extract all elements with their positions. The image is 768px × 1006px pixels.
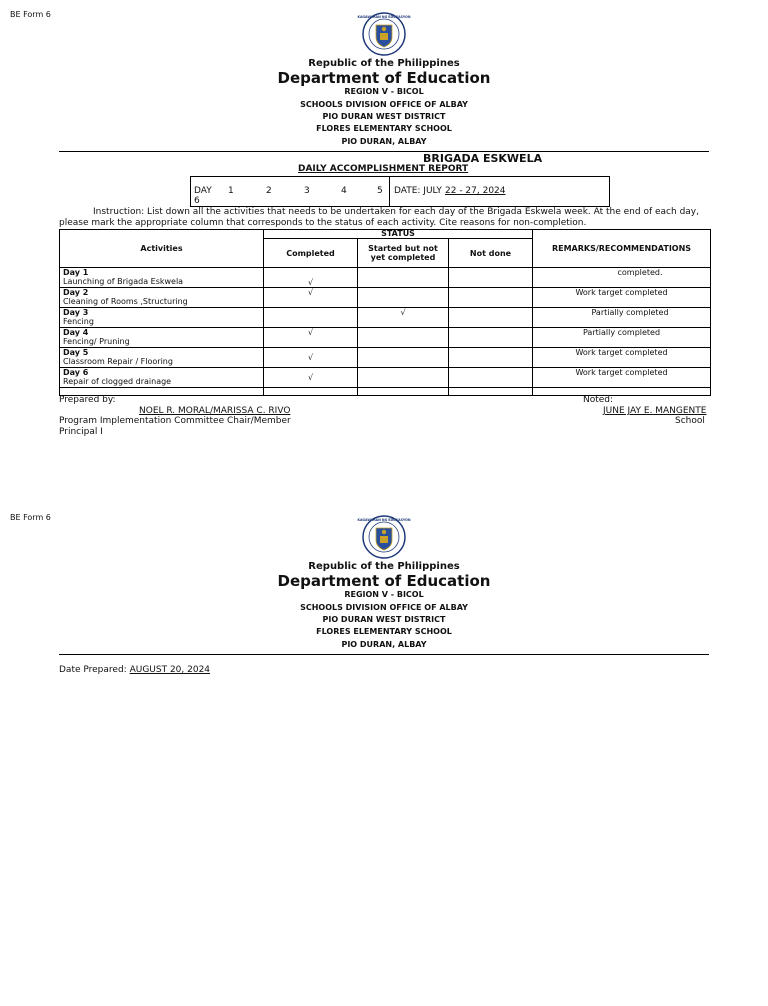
table-row <box>60 268 711 288</box>
not-done-cell <box>449 328 533 348</box>
header-divider <box>59 151 709 152</box>
date-value: 22 - 27, 2024 <box>445 186 506 196</box>
day-name: Day 5 <box>63 348 89 357</box>
noted-name: JUNE JAY E. MANGENTE <box>603 406 707 416</box>
division-line: SCHOOLS DIVISION OFFICE OF ALBAY <box>300 100 468 109</box>
completed-cell: √ <box>264 288 358 308</box>
prepared-label: Prepared by: <box>59 395 116 405</box>
day-label: DAY <box>194 186 212 196</box>
day-name: Day 2 <box>63 288 89 297</box>
not-done-cell <box>449 268 533 288</box>
started-cell <box>358 368 449 388</box>
remarks-header: REMARKS/RECOMMENDATIONS <box>533 230 711 268</box>
prepared-name: NOEL R. MORAL/MARISSA C. RIVO <box>139 406 291 416</box>
remarks-cell: Work target completed <box>533 348 711 368</box>
not-done-cell <box>449 308 533 328</box>
division-line: SCHOOLS DIVISION OFFICE OF ALBAY <box>300 603 468 612</box>
report-title: BRIGADA ESKWELA <box>423 152 543 165</box>
deped-seal-logo <box>357 515 411 559</box>
form-label: BE Form 6 <box>10 513 51 522</box>
started-cell <box>358 268 449 288</box>
day-number: 5 <box>377 186 383 196</box>
activity-text: Fencing <box>63 317 94 326</box>
table-row <box>60 368 711 388</box>
day-date-box <box>190 176 610 207</box>
school-line: FLORES ELEMENTARY SCHOOL <box>316 627 452 636</box>
activity-text: Classroom Repair / Flooring <box>63 357 173 366</box>
not-done-header: Not done <box>449 239 533 268</box>
date-prepared-label: Date Prepared: <box>59 665 127 675</box>
activity-text: Repair of clogged drainage <box>63 377 172 386</box>
region-line: REGION V - BICOL <box>344 87 424 96</box>
prepared-title: Program Implementation Committee Chair/Member <box>59 416 291 426</box>
remarks-cell: Work target completed <box>533 288 711 308</box>
activity-text: Cleaning of Rooms ,Structuring <box>63 297 188 306</box>
completed-cell: √ <box>264 348 358 368</box>
table-row <box>60 328 711 348</box>
not-done-cell <box>449 348 533 368</box>
day-name: Day 3 <box>63 308 89 317</box>
day-number: 2 <box>266 186 272 196</box>
started-cell <box>358 348 449 368</box>
department-name: Department of Education <box>277 69 491 87</box>
day-name: Day 6 <box>63 368 89 377</box>
day-date-divider <box>389 177 390 206</box>
day-number: 6 <box>194 196 200 206</box>
report-subtitle: DAILY ACCOMPLISHMENT REPORT <box>298 164 469 174</box>
day-number: 1 <box>228 186 234 196</box>
day-name: Day 1 <box>63 268 89 277</box>
not-done-cell <box>449 368 533 388</box>
completed-header: Completed <box>264 239 358 268</box>
header-divider <box>59 654 709 655</box>
completed-cell: √ <box>264 368 358 388</box>
activities-header: Activities <box>60 230 264 268</box>
svg-text:KAGAWARAN NG EDUKASYON: KAGAWARAN NG EDUKASYON <box>357 15 411 19</box>
svg-text:KAGAWARAN NG EDUKASYON: KAGAWARAN NG EDUKASYON <box>357 518 411 522</box>
noted-label: Noted: <box>583 395 614 405</box>
remarks-cell: Partially completed <box>533 308 711 328</box>
date-prepared-value: AUGUST 20, 2024 <box>129 665 211 675</box>
table-row <box>60 348 711 368</box>
date-label: DATE: JULY <box>394 186 442 196</box>
day-number: 4 <box>341 186 347 196</box>
region-line: REGION V - BICOL <box>344 590 424 599</box>
accomplishment-table <box>59 229 711 396</box>
table-row <box>60 308 711 328</box>
table-row <box>60 288 711 308</box>
remarks-cell: completed. <box>533 268 711 288</box>
noted-title-b: Principal I <box>59 427 103 437</box>
day-number: 3 <box>304 186 310 196</box>
form-label: BE Form 6 <box>10 10 51 19</box>
location-line: PIO DURAN, ALBAY <box>341 137 427 146</box>
school-line: FLORES ELEMENTARY SCHOOL <box>316 124 452 133</box>
district-line: PIO DURAN WEST DISTRICT <box>322 615 446 624</box>
started-cell <box>358 288 449 308</box>
completed-cell: √ <box>264 328 358 348</box>
location-line: PIO DURAN, ALBAY <box>341 640 427 649</box>
noted-title-a: School <box>675 416 705 426</box>
instruction-line-1: Instruction: List down all the activities that needs to be undertaken for each day of the Brigada Eskwela week. At the end of each day, <box>93 207 699 217</box>
completed-cell: √ <box>264 268 358 288</box>
day-name: Day 4 <box>63 328 89 337</box>
started-cell: √ <box>358 308 449 328</box>
completed-cell <box>264 308 358 328</box>
deped-seal-logo <box>357 12 411 56</box>
status-header: STATUS <box>264 230 533 239</box>
remarks-cell: Work target completed <box>533 368 711 388</box>
instruction-line-2: please mark the appropriate column that corresponds to the status of each activity. Cite reasons for non-completion. <box>59 218 587 228</box>
republic-line: Republic of the Philippines <box>308 58 460 69</box>
department-name: Department of Education <box>277 572 491 590</box>
republic-line: Republic of the Philippines <box>308 561 460 572</box>
activity-text: Launching of Brigada Eskwela <box>63 277 184 286</box>
started-header: Started but not yet completed <box>358 239 449 268</box>
started-cell <box>358 328 449 348</box>
date-prepared <box>59 665 210 675</box>
activity-text: Fencing/ Pruning <box>63 337 130 346</box>
district-line: PIO DURAN WEST DISTRICT <box>322 112 446 121</box>
remarks-cell: Partially completed <box>533 328 711 348</box>
not-done-cell <box>449 288 533 308</box>
